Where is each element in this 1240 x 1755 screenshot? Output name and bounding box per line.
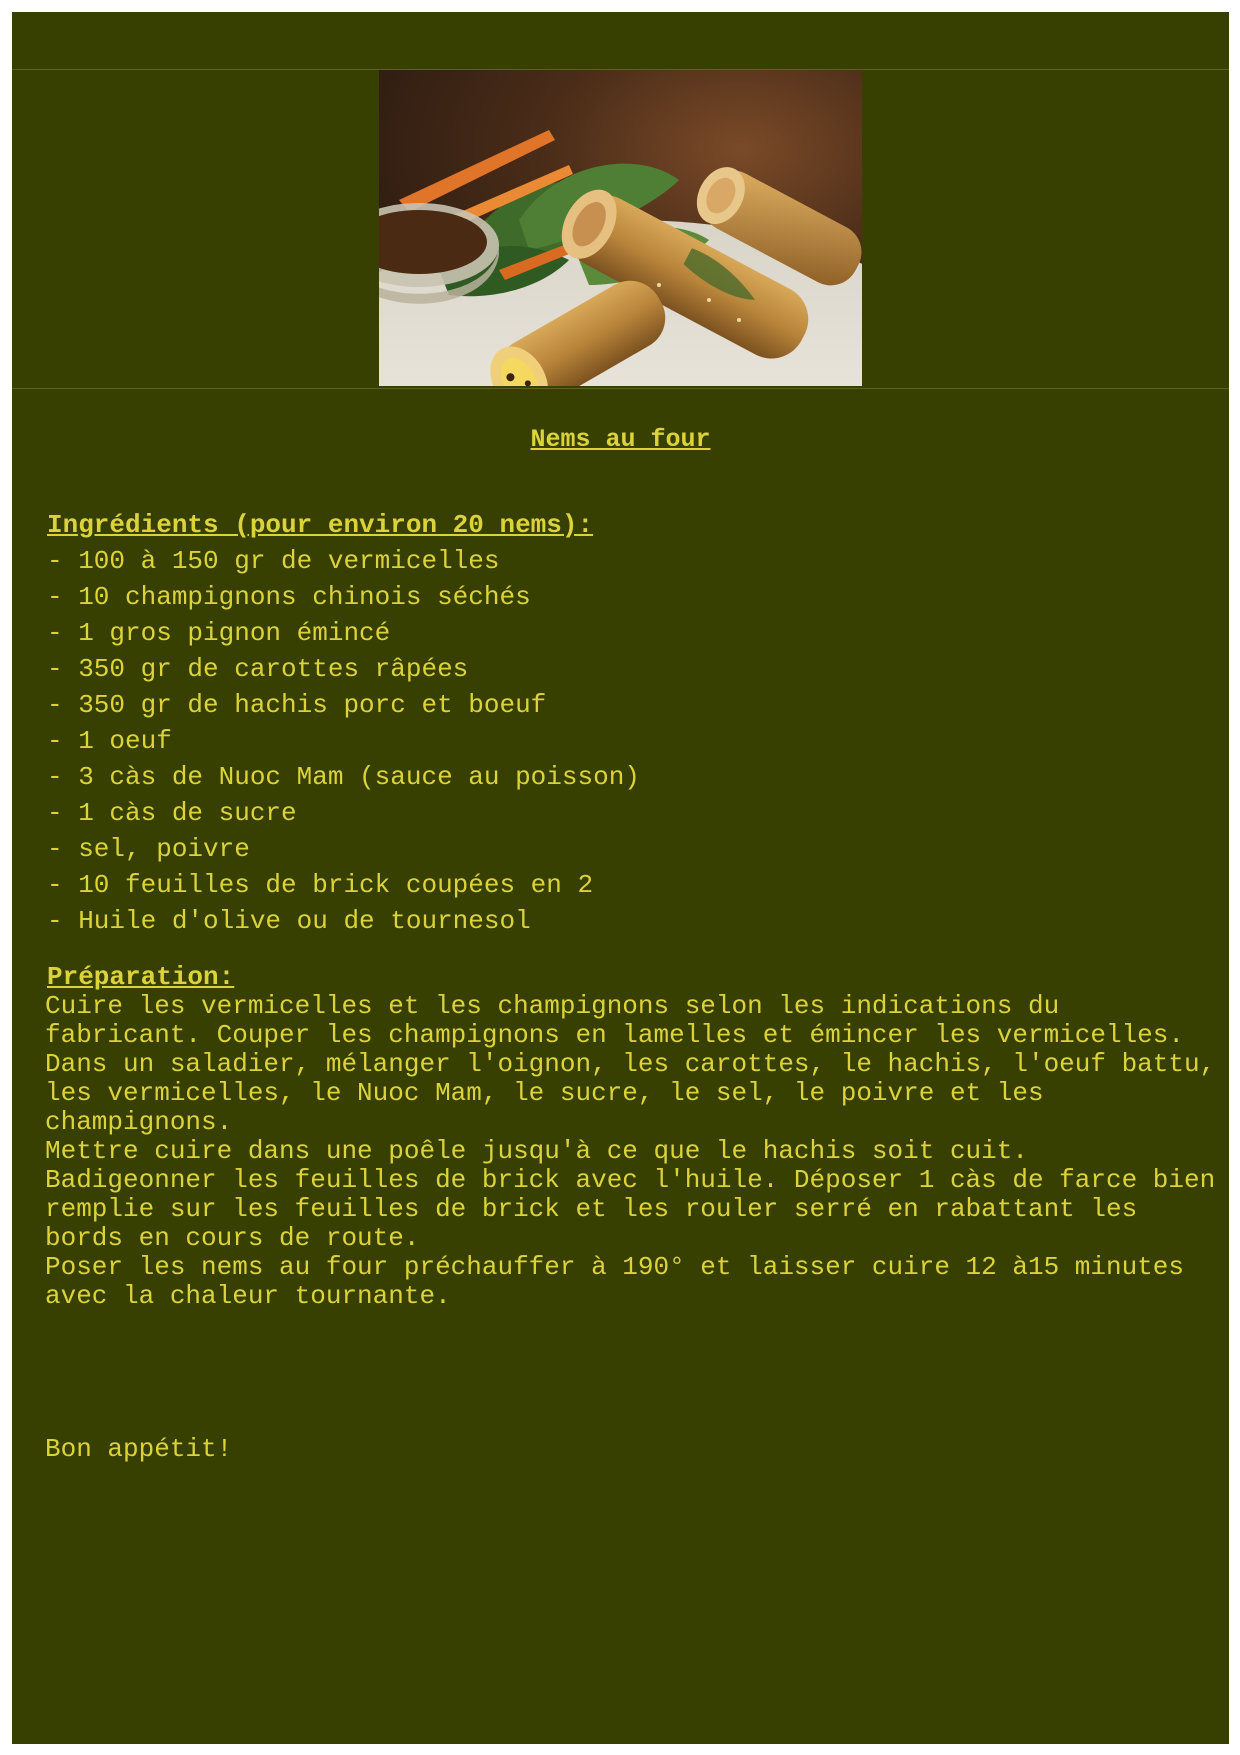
preparation-step: Dans un saladier, mélanger l'oignon, les carottes, le hachis, l'oeuf battu, les vermicelles, le Nuoc Mam, le sucre, le sel, le poivre et les champignons.	[45, 1049, 1216, 1137]
preparation-step: Cuire les vermicelles et les champignons selon les indications du fabricant. Couper les champignons en lamelles et émincer les vermicelles.	[45, 991, 1184, 1050]
preparation-step: Poser les nems au four préchauffer à 190° et laisser cuire 12 à15 minutes avec la chaleur tournante.	[45, 1252, 1184, 1311]
ingredient-item: - 100 à 150 gr de vermicelles	[47, 546, 500, 576]
bottom-divider	[12, 388, 1229, 389]
preparation-heading: Préparation:	[47, 962, 235, 992]
ingredient-item: - 350 gr de hachis porc et boeuf	[47, 690, 547, 720]
ingredient-item: - 1 oeuf	[47, 726, 172, 756]
preparation-step: Badigeonner les feuilles de brick avec l'huile. Déposer 1 càs de farce bien remplie sur les feuilles de brick et les rouler serré en rabattant les bords en cours de route.	[45, 1165, 1216, 1253]
closing-line: Bon appétit!	[45, 1434, 233, 1464]
spring-rolls-photo	[379, 70, 862, 386]
preparation-step: Mettre cuire dans une poêle jusqu'à ce que le hachis soit cuit.	[45, 1136, 1028, 1166]
ingredient-item: - Huile d'olive ou de tournesol	[47, 906, 531, 936]
ingredient-item: - 10 feuilles de brick coupées en 2	[47, 870, 594, 900]
ingredient-item: - 1 gros pignon émincé	[47, 618, 391, 648]
ingredients-list	[47, 543, 640, 939]
recipe-page	[12, 12, 1229, 1744]
ingredient-item: - sel, poivre	[47, 834, 250, 864]
ingredient-item: - 3 càs de Nuoc Mam (sauce au poisson)	[47, 762, 640, 792]
ingredients-heading: Ingrédients (pour environ 20 nems):	[47, 510, 594, 540]
ingredient-item: - 350 gr de carottes râpées	[47, 654, 469, 684]
preparation-steps	[45, 992, 1225, 1311]
ingredient-item: - 10 champignons chinois séchés	[47, 582, 531, 612]
recipe-title: Nems au four	[530, 425, 711, 454]
ingredient-item: - 1 càs de sucre	[47, 798, 297, 828]
